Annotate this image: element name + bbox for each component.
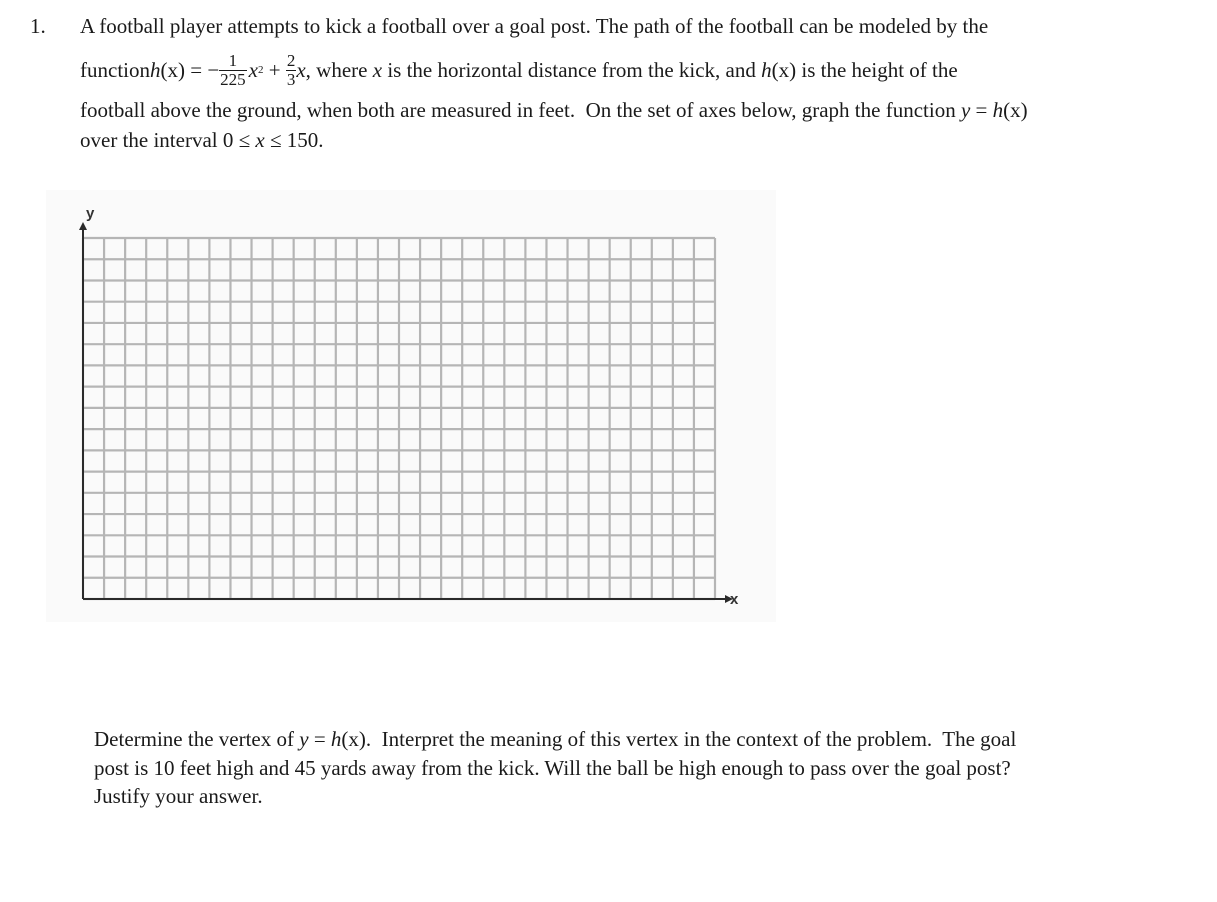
fraction-numerator: 1	[228, 51, 238, 70]
problem-line-1: A football player attempts to kick a football over a goal post. The path of the football can be modeled by the	[80, 14, 989, 38]
line2-text: , where	[305, 57, 373, 82]
blank-coordinate-grid[interactable]	[46, 190, 776, 622]
question-line-2: post is 10 feet high and 45 yards away from the kick. Will the ball be high enough to pass over the goal post?	[94, 756, 1011, 780]
func-arg: (x) = −	[160, 57, 220, 82]
question-text: Determine the vertex of	[94, 727, 300, 751]
x-variable: x	[372, 57, 383, 82]
y-variable: y	[299, 727, 309, 751]
x-variable: x	[296, 57, 306, 82]
x-variable: x	[248, 57, 258, 82]
fraction-denominator: 225	[220, 70, 246, 89]
line2-text: is the height of the	[796, 57, 958, 82]
problem-line-4	[80, 130, 324, 151]
fraction-one-over-225	[219, 52, 247, 88]
fraction-two-thirds	[286, 52, 297, 88]
line4-text: ≤ 150.	[264, 128, 324, 152]
x-axis-label: x	[730, 591, 739, 608]
y-axis-label: y	[86, 205, 95, 222]
equals-sign: =	[308, 727, 331, 751]
func-name: h	[330, 727, 342, 751]
func-arg: (x)	[771, 57, 797, 82]
func-arg: (x)	[1003, 98, 1028, 122]
fraction-numerator: 2	[286, 51, 296, 70]
func-name: h	[149, 57, 161, 82]
equals-sign: =	[970, 98, 993, 122]
func-name: h	[992, 98, 1004, 122]
line2-text: is the horizontal distance from the kick, and	[382, 57, 762, 82]
y-variable: y	[960, 98, 971, 122]
fraction-denominator: 3	[286, 70, 296, 89]
question-line-3: Justify your answer.	[94, 784, 263, 808]
problem-line-2: function h (x) = − $\frac{1}{225}$ x 2 + $\frac{2}{3}$ x , where x is the horizontal distance from the kick, and h (x) is the height of the	[80, 51, 958, 89]
question-line-1	[94, 729, 1016, 750]
func-name: h	[761, 57, 772, 82]
problem-line-3	[80, 100, 1028, 121]
plus-sign: +	[263, 57, 286, 82]
line3-text: football above the ground, when both are measured in feet. On the set of axes below, graph the function	[80, 98, 961, 122]
func-arg: (x)	[341, 727, 366, 751]
problem-number: 1.	[30, 14, 46, 38]
x-variable: x	[255, 128, 265, 152]
question-text: . Interpret the meaning of this vertex in the context of the problem. The goal	[365, 727, 1017, 751]
line4-text: over the interval 0 ≤	[80, 128, 256, 152]
line2-prefix: function	[80, 57, 150, 82]
